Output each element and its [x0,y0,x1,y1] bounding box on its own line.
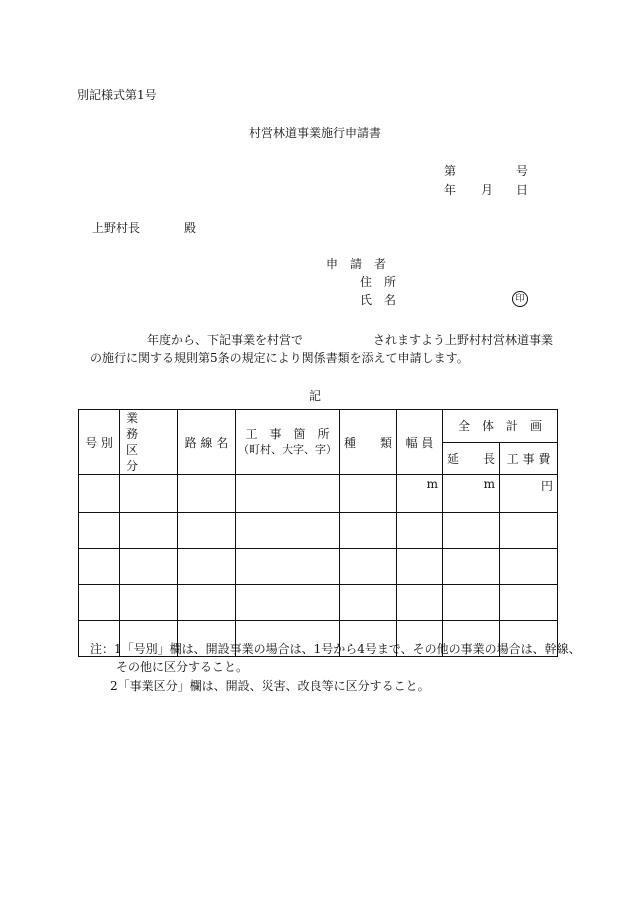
cell-koji-kasho[interactable] [236,513,340,549]
reference-go: 号 [516,164,529,178]
date-month: 月 [481,183,494,197]
header-zentai-keikaku: 全 体 計 画 [443,410,558,443]
cell-encho[interactable] [443,475,500,513]
cell-fukuin[interactable] [397,513,443,549]
body-text-1b: されますよう上野村村営林道事業 [373,333,554,347]
unit-kojihi: 円 [541,479,554,493]
reference-dai: 第 [444,164,457,178]
unit-encho: m [483,477,495,491]
header-jigyo-kubun [120,410,178,475]
date-year: 年 [444,183,457,197]
note-2: 2「事業区分」欄は、開設、災害、改良等に区分すること。 [110,679,430,693]
body-text-1a: 年度から、下記事業を村営で [147,333,304,347]
header-koji-kasho-line1: 工 事 箇 所 [245,427,330,441]
table-row [79,549,558,585]
cell-koji-kasho[interactable] [236,549,340,585]
cell-fukuin[interactable] [397,475,443,513]
table-row [79,513,558,549]
header-fukuin: 幅 員 [397,410,443,475]
cell-kojihi[interactable] [500,585,558,621]
recipient-name: 上野村長 [92,221,141,235]
cell-go-betsu[interactable] [79,475,120,513]
cell-kojihi[interactable] [500,549,558,585]
recipient-honorific: 殿 [184,221,197,235]
cell-jigyo-kubun[interactable] [120,513,178,549]
cell-rosen-mei[interactable] [178,513,236,549]
table-row [79,585,558,621]
document-title: 村営林道事業施行申請書 [248,126,381,140]
table-row [79,475,558,513]
applicant-label: 申 請 者 [326,257,387,271]
cell-fukuin[interactable] [397,549,443,585]
cell-encho[interactable] [443,513,500,549]
body-text-2: の施行に関する規則第5条の規定により関係書類を添えて申請します。 [90,351,469,365]
header-rosen-mei: 路 線 名 [178,410,236,475]
cell-koji-kasho[interactable] [236,475,340,513]
cell-jigyo-kubun[interactable] [120,475,178,513]
cell-rosen-mei[interactable] [178,475,236,513]
cell-rosen-mei[interactable] [178,549,236,585]
cell-jigyo-kubun[interactable] [120,549,178,585]
header-encho: 延 長 [443,442,500,475]
seal-mark: 印 [512,291,528,307]
cell-shurui[interactable] [340,549,397,585]
header-kojihi: 工 事 費 [500,442,558,475]
cell-encho[interactable] [443,549,500,585]
applicant-address-label: 住 所 [360,275,397,289]
ki-heading: 記 [308,389,321,403]
date-day: 日 [516,183,529,197]
application-table [78,409,558,657]
header-koji-kasho-line2: （町村、大字、字） [238,443,337,456]
header-go-betsu: 号 別 [79,410,120,475]
cell-fukuin[interactable] [397,585,443,621]
cell-shurui[interactable] [340,475,397,513]
header-jigyo-kubun-line2: 区 分 [126,443,163,473]
note-1-line1: 注：1「号別」欄は、開設事業の場合は、1号から4号まで、その他の事業の場合は、幹線、 [90,642,581,656]
unit-fukuin: m [426,477,438,491]
form-number: 別記様式第1号 [77,88,157,102]
applicant-name-label: 氏 名 [360,293,397,307]
cell-shurui[interactable] [340,513,397,549]
cell-go-betsu[interactable] [79,549,120,585]
cell-kojihi[interactable] [500,475,558,513]
cell-encho[interactable] [443,585,500,621]
note-1-line2: その他に区分すること。 [116,660,249,674]
header-shurui: 種 類 [340,410,397,475]
cell-kojihi[interactable] [500,513,558,549]
header-jigyo-kubun-line1: 業 務 [126,411,163,441]
cell-rosen-mei[interactable] [178,585,236,621]
cell-jigyo-kubun[interactable] [120,585,178,621]
header-koji-kasho [236,410,340,475]
cell-koji-kasho[interactable] [236,585,340,621]
cell-go-betsu[interactable] [79,585,120,621]
cell-shurui[interactable] [340,585,397,621]
cell-go-betsu[interactable] [79,513,120,549]
